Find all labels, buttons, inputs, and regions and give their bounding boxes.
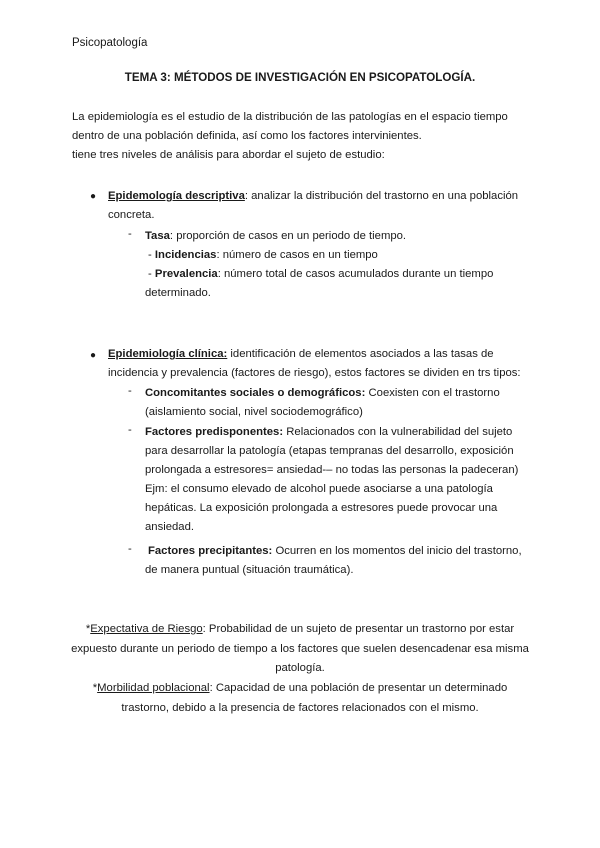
incidencias-term: Incidencias: [154, 249, 217, 261]
tasa-term: Tasa: [145, 230, 170, 242]
note-asterisk: *: [92, 682, 98, 694]
concomitantes-text: Coexisten con el trastorno: [365, 387, 500, 399]
list-item-precipitantes: [145, 542, 522, 580]
dash-icon: -: [128, 385, 132, 397]
prevalencia-text: : número total de casos acumulados durante un tiempo: [217, 268, 494, 280]
prevalencia-text: determinado.: [145, 287, 211, 299]
page-title: TEMA 3: MÉTODOS DE INVESTIGACIÓN EN PSICOPATOLOGÍA.: [124, 71, 476, 84]
expectativa-text: patología.: [275, 662, 325, 674]
note-expectativa: [60, 620, 540, 679]
list-item-predisponentes: [145, 423, 518, 537]
descriptive-section: [108, 187, 518, 225]
expectativa-text: : Probabilidad de un sujeto de presentar un trastorno por estar: [202, 623, 515, 635]
prevalencia-term: Prevalencia: [154, 268, 218, 280]
clinical-text: incidencia y prevalencia (factores de riesgo), estos factores se dividen en trs tipos:: [108, 367, 521, 379]
clinical-section: [108, 345, 521, 383]
dash-icon: -: [128, 424, 132, 436]
precipitantes-text: de manera puntual (situación traumática).: [145, 564, 354, 576]
precipitantes-term: Factores precipitantes:: [148, 545, 273, 557]
predisponentes-text: Relacionados con la vulnerabilidad del sujeto: [283, 426, 513, 438]
intro-line: tiene tres niveles de análisis para abordar el sujeto de estudio:: [72, 149, 385, 161]
note-asterisk: *: [85, 623, 91, 635]
descriptive-text: : analizar la distribución del trastorno en una población: [244, 190, 519, 202]
list-item-incidencias: [148, 246, 378, 265]
predisponentes-text: Ejm: el consumo elevado de alcohol puede asociarse a una patología: [145, 483, 493, 495]
expectativa-text: expuesto durante un periodo de tiempo a los factores que suelen desencadenar esa misma: [71, 642, 529, 655]
predisponentes-text: ansiedad.: [145, 521, 194, 533]
page-header: Psicopatología: [72, 37, 148, 49]
list-item-tasa: [145, 227, 406, 246]
morbilidad-term: Morbilidad poblacional: [97, 682, 210, 694]
intro-line: La epidemiología es el estudio de la distribución de las patologías en el espacio tiempo: [72, 111, 508, 123]
bullet-icon: ●: [90, 191, 97, 202]
concomitantes-term: Concomitantes sociales o demográficos:: [145, 387, 366, 399]
list-item-concomitantes: [145, 384, 500, 422]
dash-icon: -: [128, 228, 132, 240]
morbilidad-text: : Capacidad de una población de presentar un determinado: [209, 682, 508, 694]
bullet-icon: ●: [90, 350, 97, 361]
note-morbilidad: [60, 679, 540, 718]
intro-paragraph: [72, 108, 542, 165]
descriptive-text: concreta.: [108, 209, 155, 221]
clinical-term: Epidemiología clínica:: [108, 348, 228, 360]
concomitantes-text: (aislamiento social, nivel sociodemográfico): [145, 406, 363, 418]
intro-line: dentro de una población definida, así como los factores intervinientes.: [72, 130, 422, 142]
tasa-text: : proporción de casos en un periodo de tiempo.: [169, 230, 407, 242]
morbilidad-text: trastorno, debido a la presencia de factores relacionados con el mismo.: [121, 701, 479, 714]
dash-icon: -: [148, 268, 152, 280]
dash-icon: -: [128, 543, 132, 555]
clinical-text: identificación de elementos asociados a las tasas de: [227, 348, 494, 360]
descriptive-term: Epidemología descriptiva: [108, 190, 245, 202]
incidencias-text: : número de casos en un tiempo: [216, 249, 378, 261]
expectativa-term: Expectativa de Riesgo: [90, 623, 203, 635]
predisponentes-text: hepáticas. La exposición prolongada a estresores puede provocar una: [145, 502, 498, 514]
precipitantes-text: Ocurren en los momentos del inicio del trastorno,: [272, 545, 522, 557]
list-item-prevalencia: [145, 265, 494, 303]
predisponentes-text: prolongada a estresores= ansiedad-– no todas las personas la padeceran): [145, 464, 519, 476]
predisponentes-text: para desarrollar la patología (etapas tempranas del desarrollo, exposición: [145, 445, 514, 457]
predisponentes-term: Factores predisponentes:: [145, 426, 284, 438]
dash-icon: -: [148, 249, 152, 261]
